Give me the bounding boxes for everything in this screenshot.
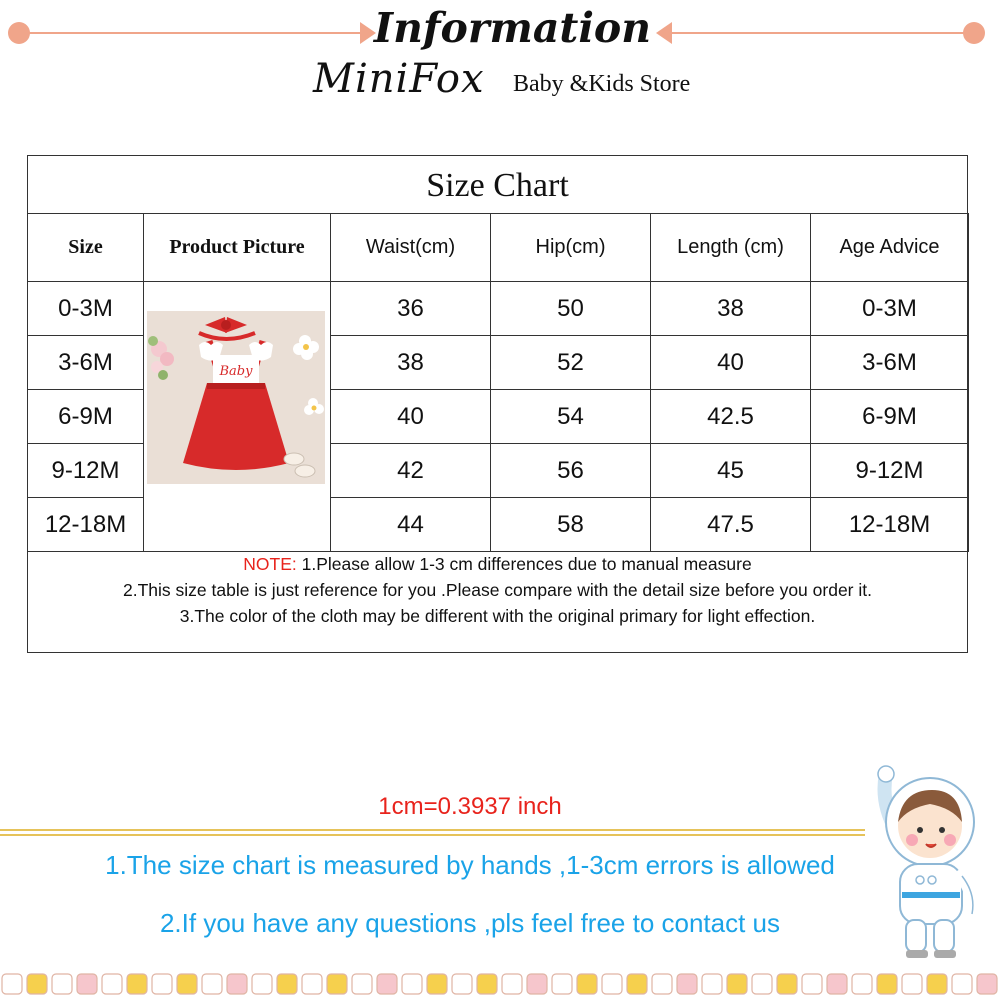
cell-length: 45 bbox=[651, 444, 811, 498]
border-tile bbox=[252, 974, 272, 994]
border-tile bbox=[427, 974, 447, 994]
cell-age: 3-6M bbox=[811, 336, 969, 390]
cell-length: 40 bbox=[651, 336, 811, 390]
note-line-1 bbox=[28, 551, 967, 577]
bib-text: Baby bbox=[219, 364, 253, 379]
header-dot-left bbox=[8, 22, 30, 44]
border-tile bbox=[177, 974, 197, 994]
cell-hip: 52 bbox=[491, 336, 651, 390]
border-tile bbox=[727, 974, 747, 994]
note-1-text: 1.Please allow 1-3 cm differences due to manual measure bbox=[296, 554, 752, 574]
cell-size: 3-6M bbox=[28, 336, 144, 390]
cell-hip: 54 bbox=[491, 390, 651, 444]
border-tile bbox=[802, 974, 822, 994]
cell-age: 6-9M bbox=[811, 390, 969, 444]
store-name: Baby &Kids Store bbox=[513, 71, 691, 97]
header-hip: Hip(cm) bbox=[491, 214, 651, 282]
border-tile bbox=[477, 974, 497, 994]
cell-hip: 50 bbox=[491, 282, 651, 336]
border-tile bbox=[327, 974, 347, 994]
divider-line bbox=[0, 829, 865, 831]
cell-size: 6-9M bbox=[28, 390, 144, 444]
cell-waist: 44 bbox=[331, 498, 491, 552]
brand-logo: MiniFox bbox=[313, 56, 485, 102]
border-tile bbox=[702, 974, 722, 994]
astronaut-icon bbox=[872, 764, 984, 964]
size-chart-title: Size Chart bbox=[28, 156, 967, 214]
border-tile bbox=[827, 974, 847, 994]
border-tile bbox=[527, 974, 547, 994]
border-tile bbox=[952, 974, 972, 994]
border-tile bbox=[27, 974, 47, 994]
decorative-border bbox=[0, 966, 1000, 1000]
border-tile bbox=[577, 974, 597, 994]
border-tile bbox=[977, 974, 997, 994]
conversion-note: 1cm=0.3937 inch bbox=[378, 793, 562, 820]
border-tile bbox=[852, 974, 872, 994]
cell-waist: 40 bbox=[331, 390, 491, 444]
border-tile bbox=[677, 974, 697, 994]
border-tile bbox=[202, 974, 222, 994]
cell-hip: 56 bbox=[491, 444, 651, 498]
border-tile bbox=[452, 974, 472, 994]
header-age-advice: Age Advice bbox=[811, 214, 969, 282]
cell-length: 38 bbox=[651, 282, 811, 336]
cell-waist: 36 bbox=[331, 282, 491, 336]
border-tile bbox=[777, 974, 797, 994]
border-tile bbox=[652, 974, 672, 994]
border-tile bbox=[877, 974, 897, 994]
border-tile bbox=[227, 974, 247, 994]
border-tile bbox=[152, 974, 172, 994]
cell-length: 42.5 bbox=[651, 390, 811, 444]
border-tile bbox=[377, 974, 397, 994]
border-tile bbox=[77, 974, 97, 994]
cell-size: 9-12M bbox=[28, 444, 144, 498]
header-line-left bbox=[20, 32, 365, 34]
cell-size: 12-18M bbox=[28, 498, 144, 552]
divider-line bbox=[0, 834, 865, 836]
header-length: Length (cm) bbox=[651, 214, 811, 282]
cell-age: 12-18M bbox=[811, 498, 969, 552]
note-label: NOTE: bbox=[243, 554, 297, 574]
cell-hip: 58 bbox=[491, 498, 651, 552]
border-tile bbox=[502, 974, 522, 994]
cell-age: 9-12M bbox=[811, 444, 969, 498]
cell-age: 0-3M bbox=[811, 282, 969, 336]
cell-length: 47.5 bbox=[651, 498, 811, 552]
border-tile bbox=[302, 974, 322, 994]
header-size: Size bbox=[28, 214, 144, 282]
border-tile bbox=[902, 974, 922, 994]
border-tile bbox=[402, 974, 422, 994]
border-tile bbox=[627, 974, 647, 994]
cell-waist: 42 bbox=[331, 444, 491, 498]
border-tile bbox=[277, 974, 297, 994]
border-tile bbox=[127, 974, 147, 994]
border-tile bbox=[602, 974, 622, 994]
footer-note-2: 2.If you have any questions ,pls feel free to contact us bbox=[159, 908, 781, 938]
page-title: Information bbox=[373, 4, 652, 52]
footer-note-1: 1.The size chart is measured by hands ,1-3cm errors is allowed bbox=[105, 850, 835, 880]
border-tile bbox=[2, 974, 22, 994]
product-picture bbox=[147, 311, 325, 484]
border-tile bbox=[352, 974, 372, 994]
border-tile bbox=[927, 974, 947, 994]
border-tile bbox=[552, 974, 572, 994]
cell-size: 0-3M bbox=[28, 282, 144, 336]
header-waist: Waist(cm) bbox=[331, 214, 491, 282]
border-tile bbox=[52, 974, 72, 994]
header-line-right bbox=[668, 32, 976, 34]
cell-waist: 38 bbox=[331, 336, 491, 390]
header-product-picture: Product Picture bbox=[144, 214, 331, 282]
border-tile bbox=[752, 974, 772, 994]
table-header-row bbox=[28, 214, 969, 282]
note-line-3: 3.The color of the cloth may be different with the original primary for light effection. bbox=[179, 606, 816, 626]
border-tile bbox=[102, 974, 122, 994]
note-line-2: 2.This size table is just reference for you .Please compare with the detail size before you order it. bbox=[123, 580, 872, 600]
header-dot-right bbox=[963, 22, 985, 44]
notes bbox=[28, 551, 967, 629]
